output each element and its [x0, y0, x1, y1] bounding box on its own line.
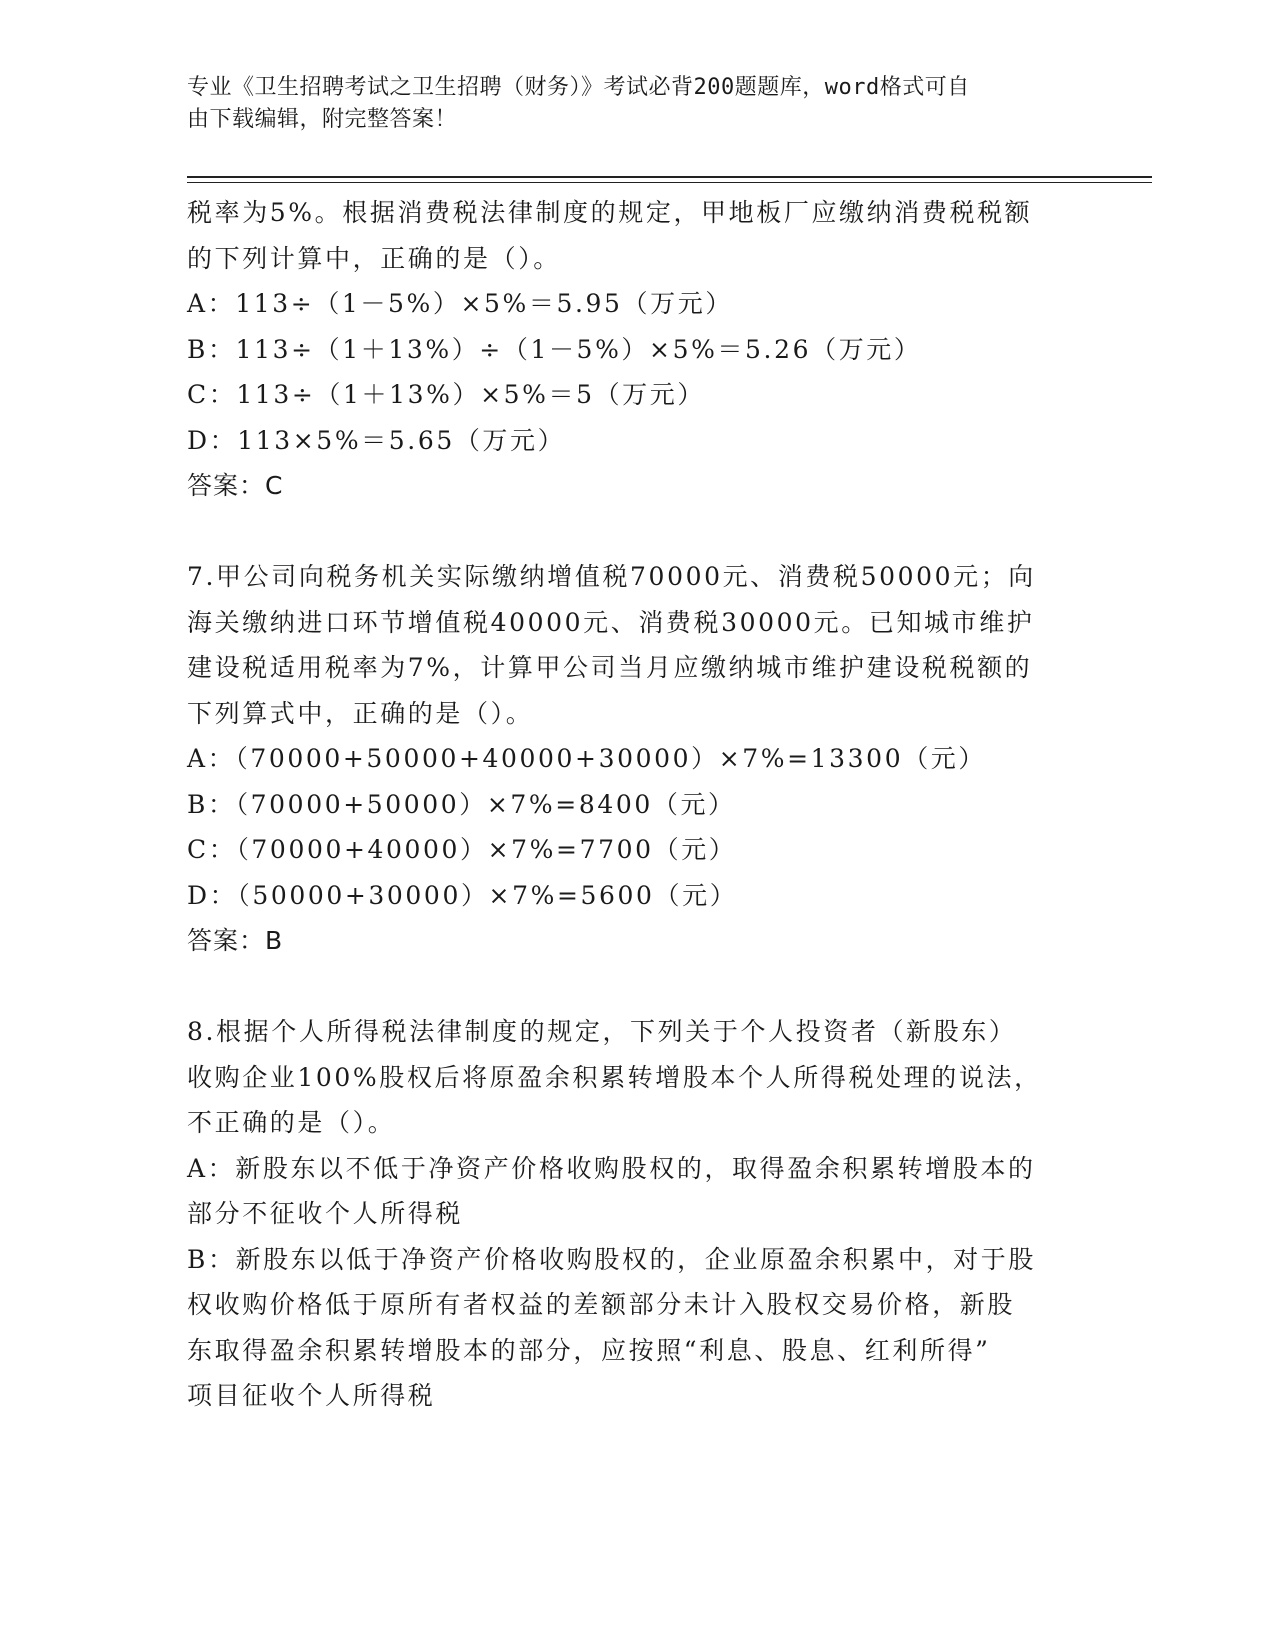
- question-7-option-a: A：（70000+50000+40000+30000）×7%=13300（元）: [187, 744, 986, 773]
- question-6: [187, 190, 1087, 509]
- question-8-option-b: 项目征收个人所得税: [187, 1381, 436, 1410]
- question-8-stem-line: 收购企业100%股权后将原盈余积累转增股本个人所得税处理的说法，: [187, 1062, 1042, 1092]
- question-8-option-b: B：新股东以低于净资产价格收购股权的，企业原盈余积累中，对于股: [187, 1244, 1036, 1274]
- document-body: [187, 190, 1087, 1419]
- question-7-stem-line: 海关缴纳进口环节增值税40000元、消费税30000元。已知城市维护: [187, 607, 1035, 637]
- question-6-answer: 答案：C: [187, 471, 284, 500]
- header-line-1: 专业《卫生招聘考试之卫生招聘（财务）》考试必背200题题库，word格式可自: [187, 75, 970, 100]
- spacer: [187, 509, 1087, 555]
- question-6-stem-line: 的下列计算中，正确的是（）。: [187, 243, 561, 273]
- question-7-option-b: B：（70000+50000）×7%=8400（元）: [187, 789, 736, 819]
- question-7-stem-line: 建设税适用税率为7%，计算甲公司当月应缴纳城市维护建设税税额的: [187, 653, 1033, 682]
- question-8-option-b: 东取得盈余积累转增股本的部分，应按照“利息、股息、红利所得”: [187, 1335, 991, 1365]
- spacer: [187, 964, 1087, 1010]
- question-8-option-a: 部分不征收个人所得税: [187, 1199, 464, 1228]
- question-8-option-a: A：新股东以不低于净资产价格收购股权的，取得盈余积累转增股本的: [187, 1153, 1036, 1183]
- question-7-option-d: D：（50000+30000）×7%=5600（元）: [187, 880, 738, 910]
- header-line-2: 由下载编辑，附完整答案！: [187, 107, 458, 132]
- question-7-stem-line: 7.甲公司向税务机关实际缴纳增值税70000元、消费税50000元；向: [187, 562, 1036, 591]
- question-6-stem-line: 税率为5%。根据消费税法律制度的规定，甲地板厂应缴纳消费税税额: [187, 198, 1033, 227]
- question-8-stem-line: 不正确的是（）。: [187, 1108, 396, 1137]
- question-7-option-c: C：（70000+40000）×7%=7700（元）: [187, 835, 737, 864]
- question-6-option-d: D：113×5%＝5.65（万元）: [187, 425, 566, 455]
- question-7: [187, 554, 1087, 964]
- question-7-stem-line: 下列算式中，正确的是（）。: [187, 698, 534, 728]
- question-6-option-a: A：113÷（1－5%）×5%＝5.95（万元）: [187, 289, 733, 318]
- question-6-option-c: C：113÷（1＋13%）×5%＝5（万元）: [187, 380, 705, 409]
- question-8-option-b: 权收购价格低于原所有者权益的差额部分未计入股权交易价格，新股: [187, 1290, 1016, 1319]
- question-8-stem-line: 8.根据个人所得税法律制度的规定，下列关于个人投资者（新股东）: [187, 1017, 1017, 1046]
- question-7-answer: 答案：B: [187, 926, 284, 955]
- question-6-option-b: B：113÷（1＋13%）÷（1－5%）×5%＝5.26（万元）: [187, 334, 922, 364]
- document-header: [187, 72, 1087, 136]
- header-rule-thin: [187, 182, 1152, 183]
- header-rule-thick: [187, 176, 1152, 178]
- question-8: [187, 1009, 1087, 1419]
